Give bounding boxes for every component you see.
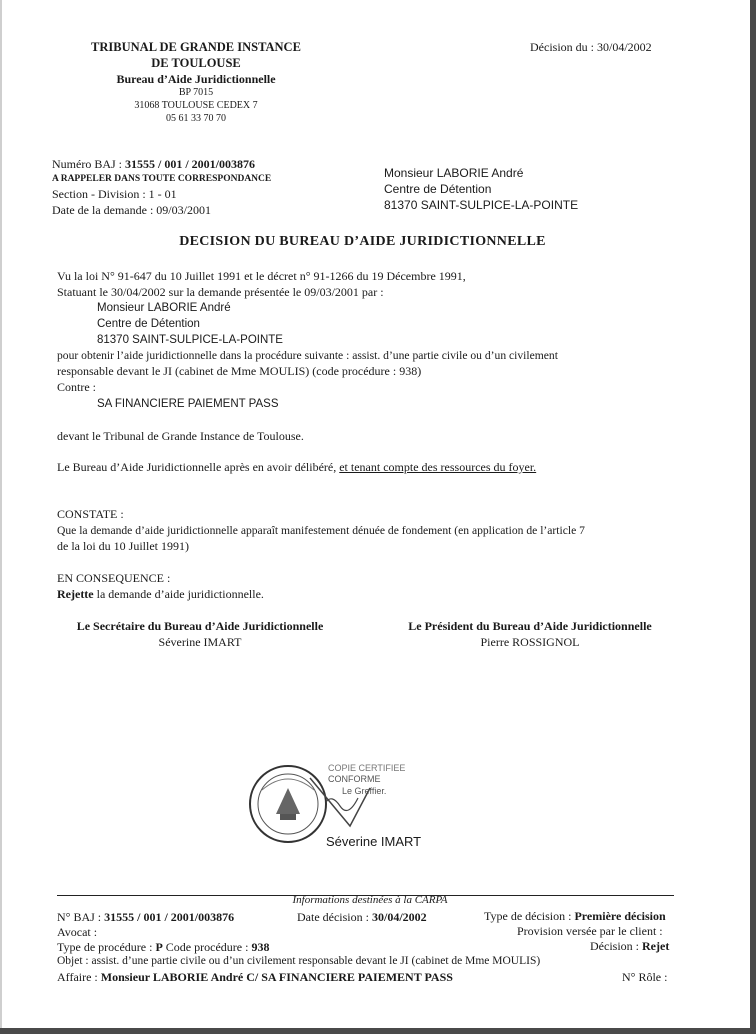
stamp-copy-line2: CONFORME xyxy=(328,774,381,784)
carpa-decision-type xyxy=(484,909,666,924)
opponent-name: SA FINANCIERE PAIEMENT PASS xyxy=(97,398,279,410)
stamp-copy-line3: Le Greffier. xyxy=(342,786,387,796)
carpa-date-label: Date décision : xyxy=(297,910,372,924)
carpa-heading: Informations destinées à la CARPA xyxy=(292,894,448,906)
legal-basis: Vu la loi N° 91-647 du 10 Juillet 1991 et le décret n° 91-1266 du 19 Décembre 1991, xyxy=(57,269,466,283)
consequence-label: EN CONSEQUENCE : xyxy=(57,571,171,585)
procedure-purpose-line1: pour obtenir l’aide juridictionnelle dans la procédure suivante : assist. d’une partie civile ou d’un civilement xyxy=(57,349,558,362)
section-division: Section - Division : 1 - 01 xyxy=(52,187,177,201)
carpa-affaire-value: Monsieur LABORIE André C/ SA FINANCIERE PAIEMENT PASS xyxy=(100,970,453,984)
carpa-decision-label: Décision : xyxy=(590,939,642,953)
phone-number: 05 61 33 70 70 xyxy=(166,113,226,124)
rejection-statement xyxy=(57,587,264,602)
page-edge-left xyxy=(0,0,2,1034)
secretary-name: Séverine IMART xyxy=(158,635,242,649)
addressee-name: Monsieur LABORIE André xyxy=(384,166,524,180)
baj-label: Numéro BAJ : xyxy=(52,157,125,171)
stamp-signer: Séverine IMART xyxy=(326,834,422,849)
carpa-procedure xyxy=(57,940,269,955)
president-name: Pierre ROSSIGNOL xyxy=(480,635,580,649)
reminder-note: A RAPPELER DANS TOUTE CORRESPONDANCE xyxy=(52,174,272,184)
applicant-city: 81370 SAINT-SULPICE-LA-POINTE xyxy=(97,334,283,346)
carpa-baj-label: N° BAJ : xyxy=(57,910,105,924)
against-label: Contre : xyxy=(57,380,96,394)
procedure-purpose-line2: responsable devant le JI (cabinet de Mme MOULIS) (code procédure : 938) xyxy=(57,364,422,378)
carpa-type-value: Première décision xyxy=(574,909,666,923)
carpa-proc-code-value: 938 xyxy=(251,940,270,954)
carpa-affaire-label: Affaire : xyxy=(57,970,101,984)
court-name-line2: DE TOULOUSE xyxy=(151,56,241,70)
applicant-place: Centre de Détention xyxy=(97,318,200,330)
carpa-objet: Objet : assist. d’une partie civile ou d’un civilement responsable devant le JI (cabinet de Mme MOULIS) xyxy=(57,955,541,967)
court-name-line1: TRIBUNAL DE GRANDE INSTANCE xyxy=(91,40,301,54)
carpa-baj-number: 31555 / 001 / 2001/003876 xyxy=(104,910,235,924)
carpa-avocat: Avocat : xyxy=(57,925,98,939)
deliberation-text xyxy=(57,460,536,475)
president-title: Le Président du Bureau d’Aide Juridictionnelle xyxy=(408,619,652,633)
baj-number: 31555 / 001 / 2001/003876 xyxy=(125,157,256,171)
carpa-affaire xyxy=(57,970,453,985)
stamp-copy-line1: COPIE CERTIFIEE xyxy=(328,763,406,773)
carpa-date-value: 30/04/2002 xyxy=(371,910,427,924)
constate-label: CONSTATE : xyxy=(57,507,124,521)
carpa-proc-type-value: P xyxy=(155,940,163,954)
carpa-decision xyxy=(590,939,669,954)
deliberation-underlined: et tenant compte des ressources du foyer. xyxy=(339,460,537,474)
carpa-decision-value: Rejet xyxy=(642,939,670,953)
page-edge-right xyxy=(750,0,756,1034)
secretary-title: Le Secrétaire du Bureau d’Aide Juridictionnelle xyxy=(76,619,324,633)
bp-address: BP 7015 xyxy=(178,87,214,98)
city-address: 31068 TOULOUSE CEDEX 7 xyxy=(134,100,258,111)
carpa-type-label: Type de décision : xyxy=(484,909,575,923)
constate-line1: Que la demande d’aide juridictionnelle apparaît manifestement dénuée de fondement (en application de l’article 7 xyxy=(57,524,585,537)
applicant-name: Monsieur LABORIE André xyxy=(97,302,231,314)
carpa-proc-type-label: Type de procédure : xyxy=(57,940,156,954)
constate-line2: de la loi du 10 Juillet 1991) xyxy=(57,539,189,553)
reject-rest: la demande d’aide juridictionnelle. xyxy=(93,587,264,601)
ruling-statement: Statuant le 30/04/2002 sur la demande présentée le 09/03/2001 par : xyxy=(57,285,384,299)
page-edge-bottom xyxy=(0,1028,756,1034)
carpa-baj xyxy=(57,910,234,925)
carpa-date xyxy=(297,910,427,925)
addressee-place: Centre de Détention xyxy=(384,182,492,196)
bureau-name: Bureau d’Aide Juridictionnelle xyxy=(116,72,276,86)
baj-reference xyxy=(52,157,255,172)
carpa-role: N° Rôle : xyxy=(622,970,668,984)
deliberation-main: Le Bureau d’Aide Juridictionnelle après en avoir délibéré, xyxy=(57,460,340,474)
decision-date: Décision du : 30/04/2002 xyxy=(530,40,652,54)
request-date: Date de la demande : 09/03/2001 xyxy=(52,203,211,217)
carpa-provision: Provision versée par le client : xyxy=(517,924,663,938)
reject-word: Rejette xyxy=(57,587,94,601)
decision-title: DECISION DU BUREAU D’AIDE JURIDICTIONNELLE xyxy=(179,234,546,249)
court-venue: devant le Tribunal de Grande Instance de Toulouse. xyxy=(57,429,304,443)
carpa-proc-code-label: Code procédure : xyxy=(162,940,252,954)
addressee-city: 81370 SAINT-SULPICE-LA-POINTE xyxy=(384,198,579,212)
